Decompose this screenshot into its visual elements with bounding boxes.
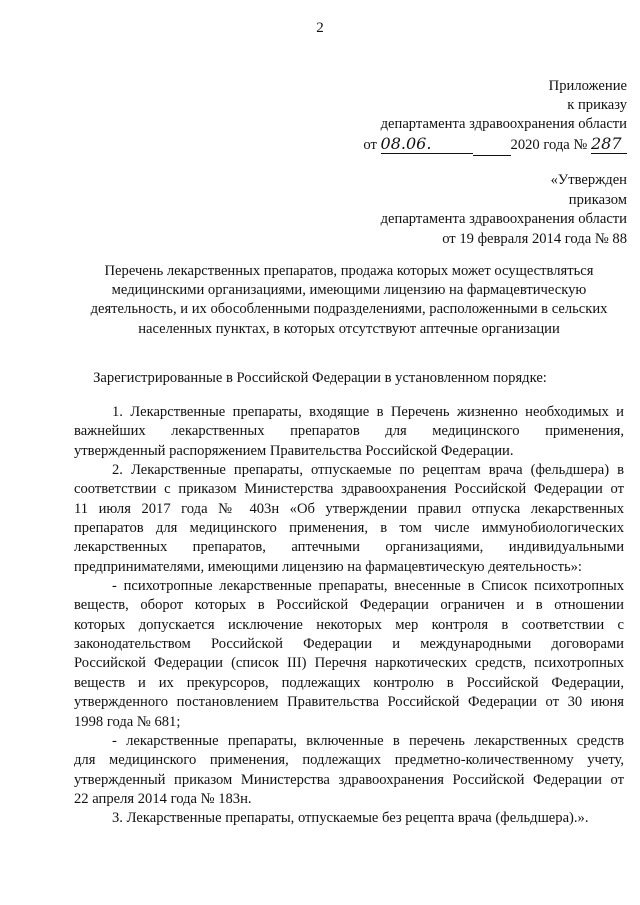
handwritten-number: 287 <box>591 134 627 154</box>
body-line: - лекарственные препараты, включенные в перечень лекарственных средств <box>112 732 624 749</box>
handwritten-date: 08.06. <box>381 134 473 154</box>
body-line: утвержденный приказом Министерства здравоохранения Российской Федерации от <box>74 771 624 788</box>
body-line: законодательством Российской Федерации и международными договорами <box>74 636 624 653</box>
body-line: важнейших лекарственных препаратов для медицинского применения, <box>74 423 624 440</box>
appendix-date-line <box>337 134 627 156</box>
page-number: 2 <box>316 20 324 36</box>
appendix-department: департамента здравоохранения области <box>380 116 627 132</box>
body-line: для медицинского применения, подлежащих предметно-количественному учету, <box>74 752 624 769</box>
body-line: Российской Федерации (список III) Перечня наркотических средств, психотропных <box>74 655 624 672</box>
body-line: веществ и их прекурсоров, подлежащих контролю в Российской Федерации, <box>74 674 624 691</box>
title-line: деятельность, и их обособленными подразделениями, расположенными в сельских <box>90 301 608 318</box>
body-line: утвержденный распоряжением Правительства Российской Федерации. <box>74 442 514 459</box>
approved-date: от 19 февраля 2014 года № 88 <box>442 230 627 247</box>
approved-department: департамента здравоохранения области <box>380 211 627 227</box>
appendix-order-ref: к приказу <box>567 97 627 113</box>
approved-heading: «Утвержден <box>550 172 627 188</box>
approved-order: приказом <box>568 191 627 208</box>
document-body <box>74 403 624 829</box>
intro-statement: Зарегистрированные в Российской Федерации в установленном порядке: <box>93 370 547 386</box>
body-line: 1998 года № 681; <box>74 713 181 730</box>
body-line: препаратов для медицинского применения, в том числе иммунобиологических <box>74 520 624 537</box>
appendix-heading: Приложение <box>548 78 627 94</box>
body-line: 11 июля 2017 года № 403н «Об утверждении правил отпуска лекарственных <box>74 500 624 517</box>
date-prefix: от <box>363 137 377 153</box>
body-line: веществ, оборот которых в Российской Федерации ограничен и в отношении <box>74 597 624 614</box>
year-text: 2020 года № <box>510 137 588 153</box>
title-line: Перечень лекарственных препаратов, продажа которых может осуществляться <box>104 263 594 279</box>
body-line: 22 апреля 2014 года № 183н. <box>74 790 252 807</box>
title-line: населенных пунктах, в которых отсутствуют аптечные организации <box>138 320 560 337</box>
body-line: 3. Лекарственные препараты, отпускаемые без рецепта врача (фельдшера).». <box>112 810 589 827</box>
document-title <box>75 262 623 339</box>
title-line: медицинскими организациями, имеющими лицензию на фармацевтическую <box>111 282 587 299</box>
body-line: 2. Лекарственные препараты, отпускаемые по рецептам врача (фельдшера) в <box>112 462 624 479</box>
body-line: - психотропные лекарственные препараты, внесенные в Список психотропных <box>112 578 624 595</box>
body-line: предпринимателями, имеющими лицензию на фармацевтическую деятельность»: <box>74 558 582 575</box>
body-line: утвержденного постановлением Правительства Российской Федерации от 30 июня <box>74 694 624 711</box>
appendix-block <box>337 77 627 156</box>
approved-block <box>327 171 627 249</box>
body-line: 1. Лекарственные препараты, входящие в Перечень жизненно необходимых и <box>112 404 624 420</box>
body-line: лекарственных препаратов, аптечными организациями, индивидуальными <box>74 539 624 556</box>
date-blank-line <box>473 136 511 156</box>
body-line: соответствии с приказом Министерства здравоохранения Российской Федерации от <box>74 481 624 498</box>
body-line: которых допускается исключение некоторых мер контроля в соответствии с <box>74 616 624 633</box>
